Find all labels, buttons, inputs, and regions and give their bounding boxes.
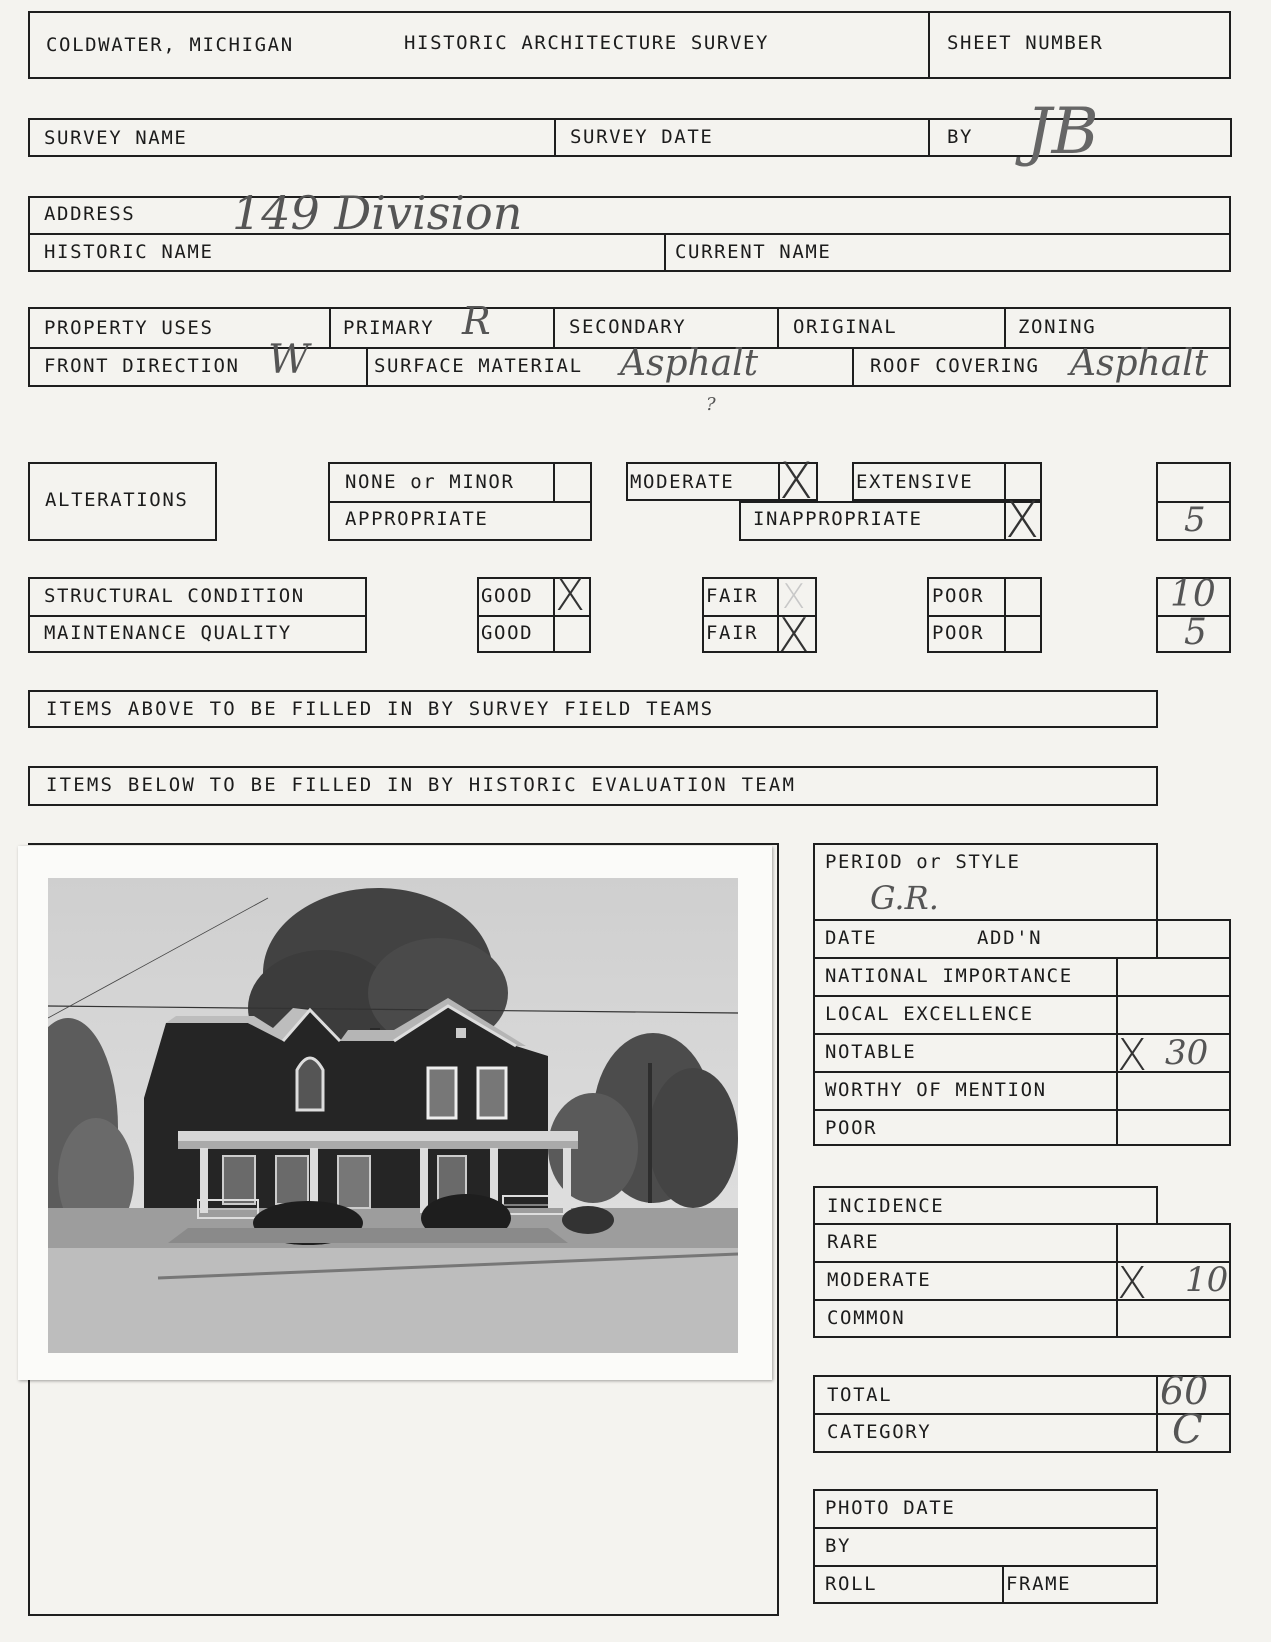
structural-good-label: GOOD (481, 585, 534, 607)
address-value: 149 Division (232, 186, 523, 240)
photo-date-label: PHOTO DATE (825, 1497, 956, 1519)
historic-name-label: HISTORIC NAME (44, 241, 214, 263)
notes-below: ITEMS BELOW TO BE FILLED IN BY HISTORIC EVALUATION TEAM (46, 774, 797, 796)
period-style-value: G.R. (870, 879, 939, 917)
zoning-label: ZONING (1018, 316, 1097, 338)
appropriate-label: APPROPRIATE (345, 508, 489, 530)
maintenance-quality-label: MAINTENANCE QUALITY (44, 622, 292, 644)
roof-covering-label: ROOF COVERING (870, 355, 1040, 377)
current-name-label: CURRENT NAME (675, 241, 832, 263)
alterations-score: 5 (1184, 500, 1206, 540)
maintenance-fair-check-mark: X (778, 608, 810, 662)
structural-fair-label: FAIR (706, 585, 759, 607)
frame-label: FRAME (1006, 1573, 1072, 1595)
category-label: CATEGORY (827, 1421, 932, 1443)
photo-card (18, 846, 772, 1380)
notes-above: ITEMS ABOVE TO BE FILLED IN BY SURVEY FIELD TEAMS (46, 698, 715, 720)
surface-material-note: ? (706, 394, 716, 415)
moderate-incidence-score: 10 (1185, 1260, 1229, 1300)
addn-label: ADD'N (977, 927, 1043, 949)
incidence-label: INCIDENCE (827, 1195, 945, 1217)
maintenance-score: 5 (1184, 612, 1207, 653)
front-direction-label: FRONT DIRECTION (44, 355, 240, 377)
maintenance-fair-label: FAIR (706, 622, 759, 644)
category-value: C (1172, 1407, 1203, 1453)
worthy-of-mention-label: WORTHY OF MENTION (825, 1079, 1047, 1101)
surface-material-label: SURFACE MATERIAL (374, 355, 583, 377)
alterations-label: ALTERATIONS (45, 489, 189, 511)
sheet-number-label: SHEET NUMBER (947, 32, 1104, 54)
survey-date-label: SURVEY DATE (570, 126, 714, 148)
inappropriate-label: INAPPROPRIATE (753, 508, 923, 530)
address-label: ADDRESS (44, 203, 136, 225)
form-title: HISTORIC ARCHITECTURE SURVEY (404, 32, 770, 54)
rare-label: RARE (827, 1231, 880, 1253)
inappropriate-check-mark: X (1005, 491, 1040, 549)
moderate-label: MODERATE (630, 471, 735, 493)
poor-label: POOR (825, 1117, 878, 1139)
notable-check-mark: X (1117, 1030, 1148, 1081)
notable-label: NOTABLE (825, 1041, 917, 1063)
structural-fair-erased-mark: X (782, 577, 806, 617)
primary-label: PRIMARY (343, 317, 435, 339)
structural-condition-label: STRUCTURAL CONDITION (44, 585, 305, 607)
notable-score: 30 (1165, 1033, 1209, 1073)
moderate-check-mark: X (779, 452, 814, 510)
local-excellence-label: LOCAL EXCELLENCE (825, 1003, 1034, 1025)
extensive-label: EXTENSIVE (856, 471, 974, 493)
property-uses-label: PROPERTY USES (44, 317, 214, 339)
roof-covering-value: Asphalt (1070, 343, 1209, 384)
primary-value: R (462, 299, 491, 343)
surface-material-value: Asphalt (620, 343, 759, 384)
common-label: COMMON (827, 1307, 906, 1329)
house-photo (48, 878, 738, 1353)
moderate-incidence-check-mark: X (1117, 1258, 1148, 1309)
date-label: DATE (825, 927, 878, 949)
national-importance-label: NATIONAL IMPORTANCE (825, 965, 1073, 987)
period-style-label: PERIOD or STYLE (825, 851, 1021, 873)
city-label: COLDWATER, MICHIGAN (46, 34, 294, 56)
survey-by-label: BY (947, 126, 974, 148)
maintenance-good-label: GOOD (481, 622, 534, 644)
structural-good-check-mark: X (555, 570, 586, 621)
original-label: ORIGINAL (793, 316, 898, 338)
total-value: 60 (1160, 1369, 1209, 1413)
structural-poor-label: POOR (932, 585, 985, 607)
maintenance-poor-label: POOR (932, 622, 985, 644)
total-label: TOTAL (827, 1384, 893, 1406)
secondary-label: SECONDARY (569, 316, 687, 338)
survey-name-label: SURVEY NAME (44, 127, 188, 149)
front-direction-value: W (268, 337, 310, 383)
surveyor-initials: JB (1026, 95, 1099, 169)
none-minor-label: NONE or MINOR (345, 471, 515, 493)
structural-score: 10 (1170, 574, 1216, 615)
moderate-incidence-label: MODERATE (827, 1269, 932, 1291)
roll-label: ROLL (825, 1573, 878, 1595)
photo-by-label: BY (825, 1535, 852, 1557)
